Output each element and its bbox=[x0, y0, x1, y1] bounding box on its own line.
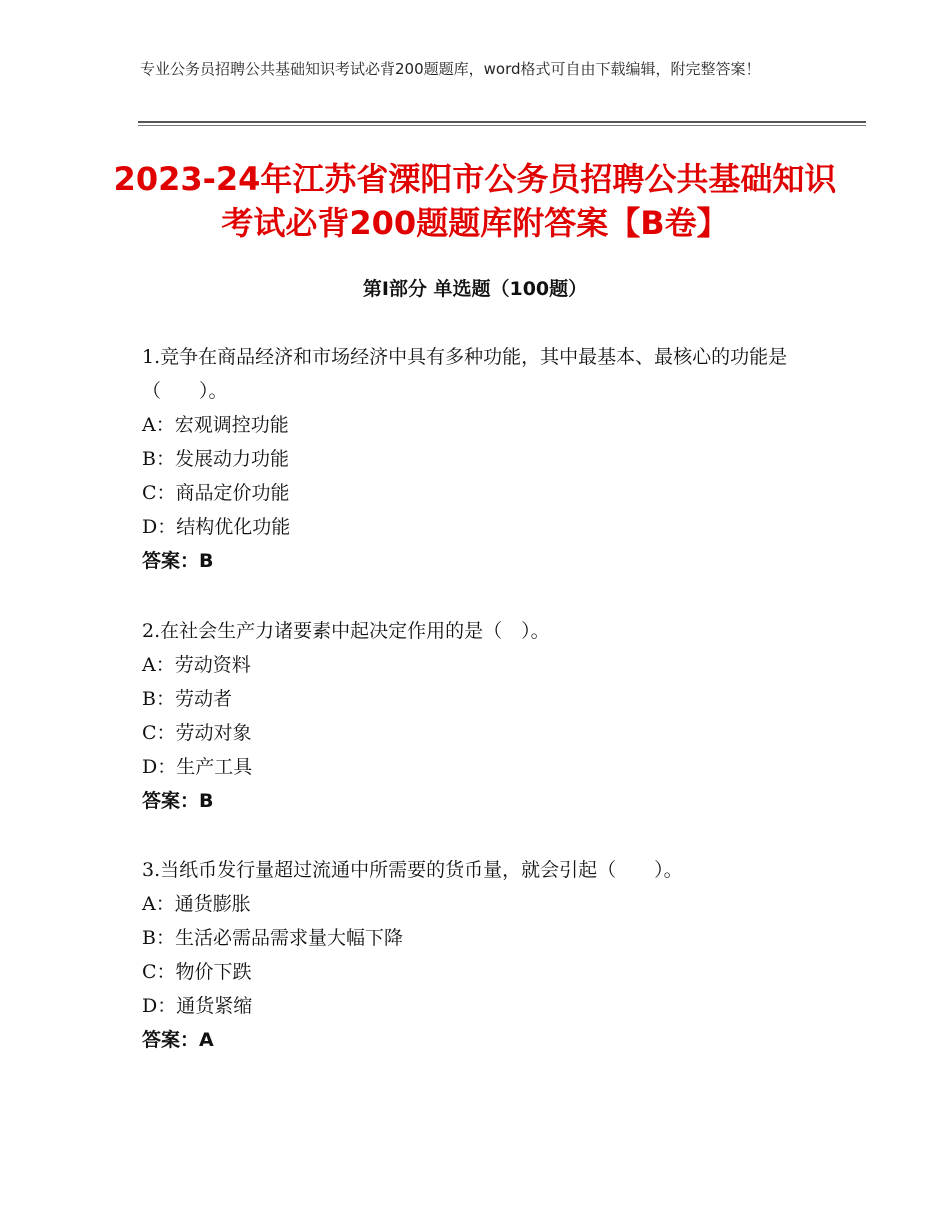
question-stem: 2.在社会生产力诸要素中起决定作用的是（ ）。 bbox=[142, 620, 550, 642]
option-b: B：生活必需品需求量大幅下降 bbox=[142, 927, 403, 949]
question-1 bbox=[142, 340, 812, 578]
answer: 答案：B bbox=[142, 550, 214, 572]
header-rule-thick bbox=[138, 121, 866, 123]
question-2 bbox=[142, 614, 812, 818]
option-d: D：生产工具 bbox=[142, 756, 253, 778]
option-c: C：物价下跌 bbox=[142, 961, 252, 983]
document-title: 2023-24年江苏省溧阳市公务员招聘公共基础知识考试必背200题题库附答案【B卷】 bbox=[113, 160, 837, 242]
answer: 答案：B bbox=[142, 790, 214, 812]
question-3 bbox=[142, 853, 812, 1057]
option-a: A：宏观调控功能 bbox=[142, 414, 289, 436]
option-b: B：劳动者 bbox=[142, 688, 232, 710]
section-heading: 第Ⅰ部分 单选题（100题） bbox=[362, 278, 588, 300]
answer: 答案：A bbox=[142, 1029, 214, 1051]
option-a: A：通货膨胀 bbox=[142, 893, 251, 915]
option-d: D：结构优化功能 bbox=[142, 516, 291, 538]
question-stem: 3.当纸币发行量超过流通中所需要的货币量，就会引起（ ）。 bbox=[142, 859, 683, 881]
header-rule-thin bbox=[138, 125, 866, 126]
question-stem: 1.竞争在商品经济和市场经济中具有多种功能，其中最基本、最核心的功能是（ ）。 bbox=[142, 346, 788, 402]
option-a: A：劳动资料 bbox=[142, 654, 251, 676]
option-c: C：商品定价功能 bbox=[142, 482, 290, 504]
option-d: D：通货紧缩 bbox=[142, 995, 253, 1017]
option-c: C：劳动对象 bbox=[142, 722, 252, 744]
option-b: B：发展动力功能 bbox=[142, 448, 289, 470]
header-note: 专业公务员招聘公共基础知识考试必背200题题库，word格式可自由下载编辑，附完整答案！ bbox=[140, 60, 761, 78]
